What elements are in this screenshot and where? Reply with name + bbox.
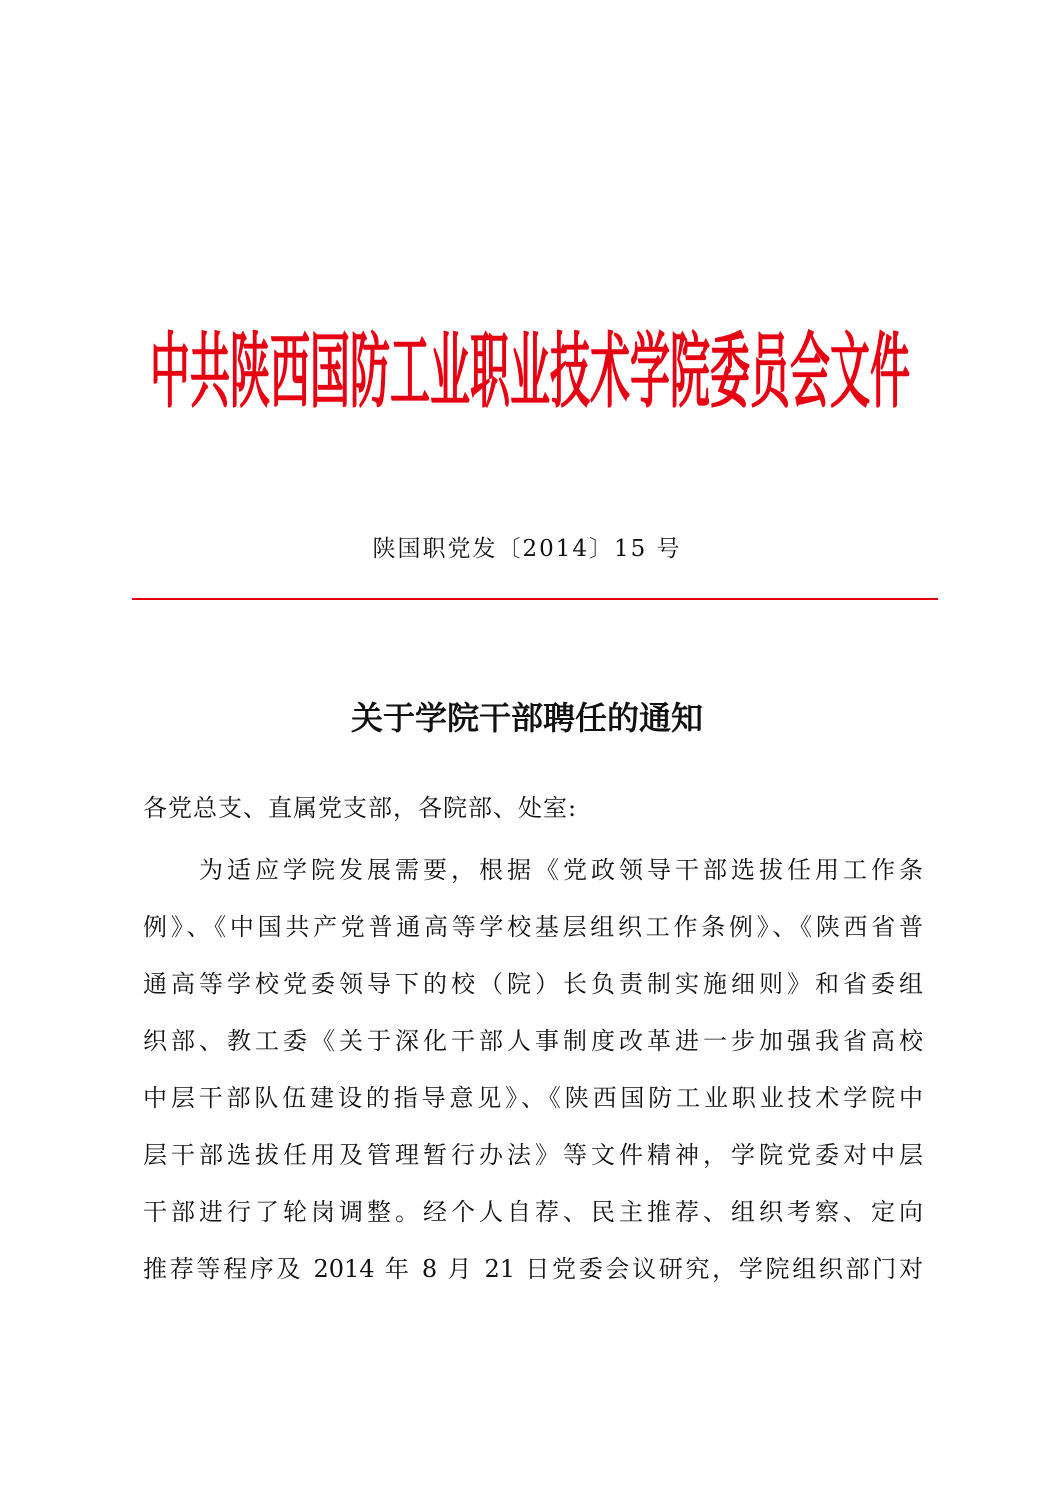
masthead-text: 中共陕西国防工业职业技术学院委员会文件 — [150, 323, 910, 421]
body-line: 为适应学院发展需要，根据《党政领导干部选拔任用工作条 — [199, 856, 923, 884]
salutation: 各党总支、直属党支部，各院部、处室: — [143, 794, 578, 822]
body-line: 例》、《中国共产党普通高等学校基层组织工作条例》、《陕西省普 — [143, 913, 923, 941]
body-line: 中层干部队伍建设的指导意见》、《陕西国防工业职业技术学院中 — [143, 1084, 923, 1112]
red-divider-line — [132, 598, 938, 600]
body-line: 干部进行了轮岗调整。经个人自荐、民主推荐、组织考察、定向 — [143, 1198, 923, 1226]
document-number: 陕国职党发〔2014〕15 号 — [372, 536, 682, 562]
body-line: 推荐等程序及 2014 年 8 月 21 日党委会议研究，学院组织部门对 — [143, 1255, 923, 1283]
body-line: 通高等学校党委领导下的校（院）长负责制实施细则》和省委组 — [143, 970, 923, 998]
body-line: 层干部选拔任用及管理暂行办法》等文件精神，学院党委对中层 — [143, 1141, 923, 1169]
notice-title: 关于学院干部聘任的通知 — [350, 699, 703, 737]
body-line: 织部、教工委《关于深化干部人事制度改革进一步加强我省高校 — [143, 1027, 923, 1055]
masthead-title — [130, 318, 930, 428]
